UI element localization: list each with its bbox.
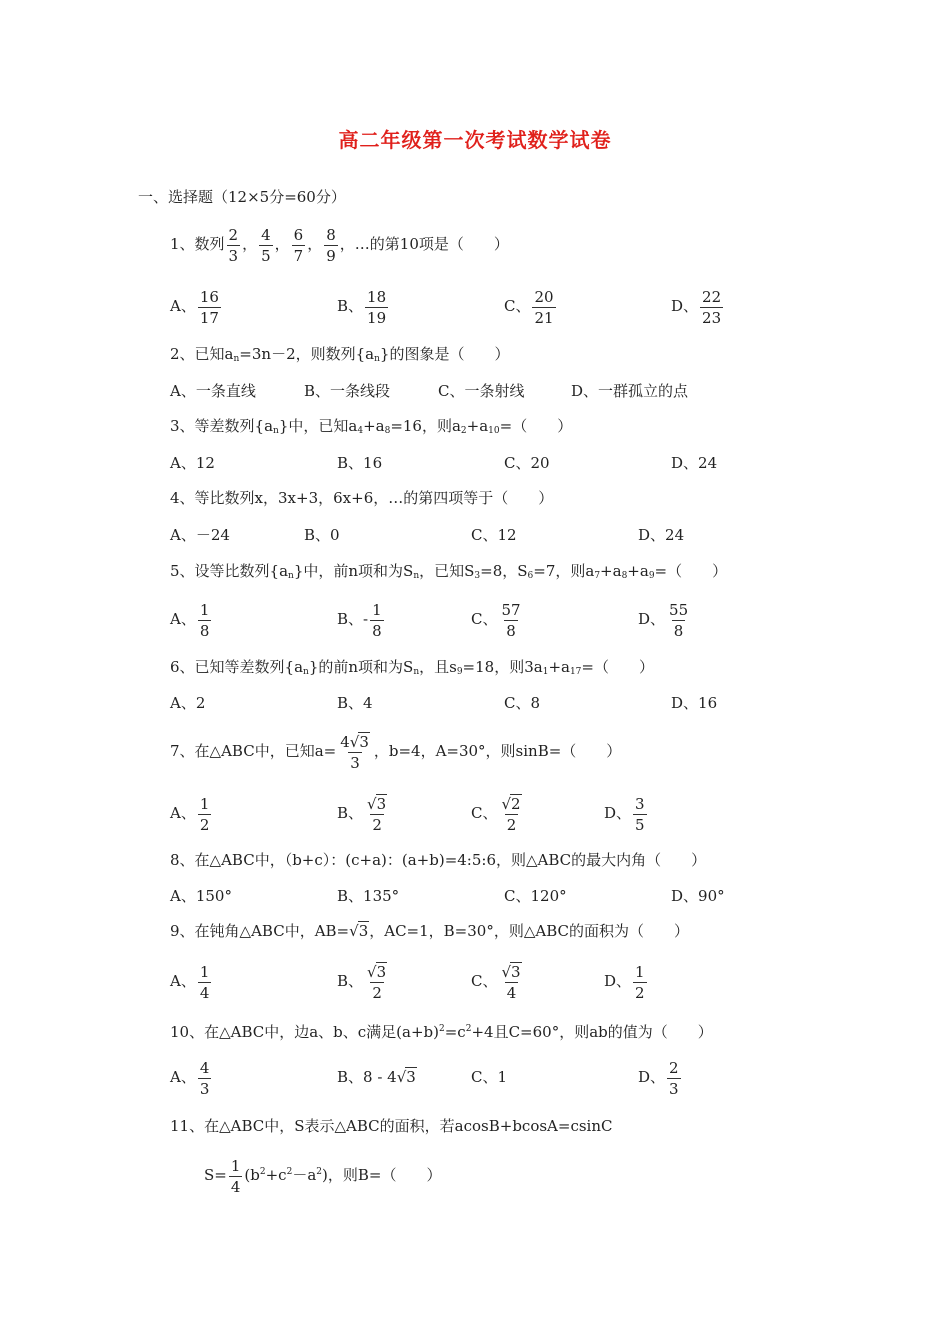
question-10: 10、在△ABC中，边a、b、c满足$(a+b)^2=c^2+4$且C=60°，则ab的值为（ ）: [170, 1023, 713, 1041]
question-8: 8、在△ABC中，（b+c）：(c+a)：(a+b)=4:5:6，则△ABC的最大内角（ ）: [170, 851, 707, 869]
q4-option-b[interactable]: B、0: [304, 526, 340, 544]
q2-option-a[interactable]: A、一条直线: [170, 382, 256, 400]
q5-option-a[interactable]: A、 $\frac{1}{8}$: [170, 600, 210, 640]
question-9: 9、在钝角△ABC中，AB=√3，AC=1，B=30°，则△ABC的面积为（ ）: [170, 922, 689, 940]
q3-option-c[interactable]: C、20: [504, 454, 550, 472]
q8-option-b[interactable]: B、135°: [337, 887, 400, 905]
q3-option-d[interactable]: D、24: [671, 454, 718, 472]
q2-option-d[interactable]: D、一群孤立的点: [571, 382, 689, 400]
q10-option-d[interactable]: D、 $\frac{2}{3}$: [638, 1058, 679, 1098]
q10-option-c[interactable]: C、1: [471, 1068, 508, 1086]
q6-option-a[interactable]: A、2: [170, 694, 206, 712]
q7-a-fraction: $\frac{4√3}{3}$: [340, 732, 369, 772]
q4-option-c[interactable]: C、12: [471, 526, 517, 544]
q1-fraction: $\frac{2}{3}$: [228, 225, 239, 265]
question-5: 5、设等比数列$\{a_n\}$中，前n项和为$S_n$，已知$S_3=8$，$S_6=7$，则$a_7+a_8+a_9=$（ ）: [170, 562, 728, 581]
q7-option-c[interactable]: C、 $\frac{√2}{2}$: [471, 794, 521, 834]
q5-option-b[interactable]: B、- $\frac{1}{8}$: [337, 600, 382, 640]
q7-option-d[interactable]: D、 $\frac{3}{5}$: [604, 794, 645, 834]
q2-option-c[interactable]: C、一条射线: [438, 382, 525, 400]
q1-option-b[interactable]: B、 $\frac{18}{19}$: [337, 287, 387, 327]
q6-option-c[interactable]: C、8: [504, 694, 541, 712]
q6-option-b[interactable]: B、4: [337, 694, 373, 712]
q8-option-d[interactable]: D、90°: [671, 887, 725, 905]
q1-prefix: 1、数列: [170, 235, 225, 253]
q1-fraction: $\frac{6}{7}$: [293, 225, 304, 265]
q9-option-c[interactable]: C、 $\frac{√3}{4}$: [471, 962, 521, 1002]
q1-option-a[interactable]: A、 $\frac{16}{17}$: [170, 287, 219, 327]
q9-option-b[interactable]: B、 $\frac{√3}{2}$: [337, 962, 387, 1002]
q9-option-d[interactable]: D、 $\frac{1}{2}$: [604, 962, 645, 1002]
q7-option-b[interactable]: B、 $\frac{√3}{2}$: [337, 794, 387, 834]
q7-option-a[interactable]: A、 $\frac{1}{2}$: [170, 794, 210, 834]
q10-option-b[interactable]: B、8 - 4√3: [337, 1068, 416, 1086]
question-4: 4、等比数列x，3x+3，6x+6，…的第四项等于（ ）: [170, 489, 554, 507]
q6-option-d[interactable]: D、16: [671, 694, 718, 712]
question-6: 6、已知等差数列$\{a_n\}$的前n项和为$S_n$，且$s_9=18$，则$3a_1+a_{17}=$（ ）: [170, 658, 654, 677]
question-1: 1、数列 $\frac{2}{3}$ ， $\frac{4}{5}$ ， $\frac{6}{7}$ ， $\frac{8}{9}$ ，…的第10项是（ ）: [170, 225, 509, 265]
section-heading: 一、选择题（12×5分=60分）: [138, 188, 346, 206]
q2-option-b[interactable]: B、一条线段: [304, 382, 391, 400]
q4-option-a[interactable]: A、－24: [170, 526, 230, 544]
q4-option-d[interactable]: D、24: [638, 526, 685, 544]
question-11: 11、在△ABC中，S表示△ABC的面积，若acosB+bcosA=csinC: [170, 1117, 613, 1135]
question-7: 7、在△ABC中，已知a= $\frac{4√3}{3}$ ，b=4，A=30°，则sinB=（ ）: [170, 732, 622, 772]
q5-option-d[interactable]: D、 $\frac{55}{8}$: [638, 600, 689, 640]
page-title: 高二年级第一次考试数学试卷: [338, 128, 612, 152]
q5-option-c[interactable]: C、 $\frac{57}{8}$: [471, 600, 521, 640]
q1-fraction: $\frac{8}{9}$: [326, 225, 336, 265]
q1-option-d[interactable]: D、 $\frac{22}{23}$: [671, 287, 722, 327]
q3-option-a[interactable]: A、12: [170, 454, 215, 472]
q3-option-b[interactable]: B、16: [337, 454, 383, 472]
q1-suffix: ，…的第10项是（ ）: [339, 235, 509, 253]
q9-option-a[interactable]: A、 $\frac{1}{4}$: [170, 962, 210, 1002]
q8-option-a[interactable]: A、150°: [170, 887, 232, 905]
q1-option-c[interactable]: C、 $\frac{20}{21}$: [504, 287, 554, 327]
question-2: 2、已知$a_n=3n-2$，则数列$\{a_n\}$的图象是（ ）: [170, 345, 510, 364]
question-11-formula: S= $\frac{1}{4}$ $(b^2+c^2-a^2)$，则B=（ ）: [204, 1156, 442, 1196]
q8-option-c[interactable]: C、120°: [504, 887, 567, 905]
q10-option-a[interactable]: A、 $\frac{4}{3}$: [170, 1058, 210, 1098]
question-3: 3、等差数列$\{a_n\}$中，已知$a_4+a_8=16$，则$a_2+a_{10}=$（ ）: [170, 417, 573, 436]
q1-fraction: $\frac{4}{5}$: [261, 225, 271, 265]
